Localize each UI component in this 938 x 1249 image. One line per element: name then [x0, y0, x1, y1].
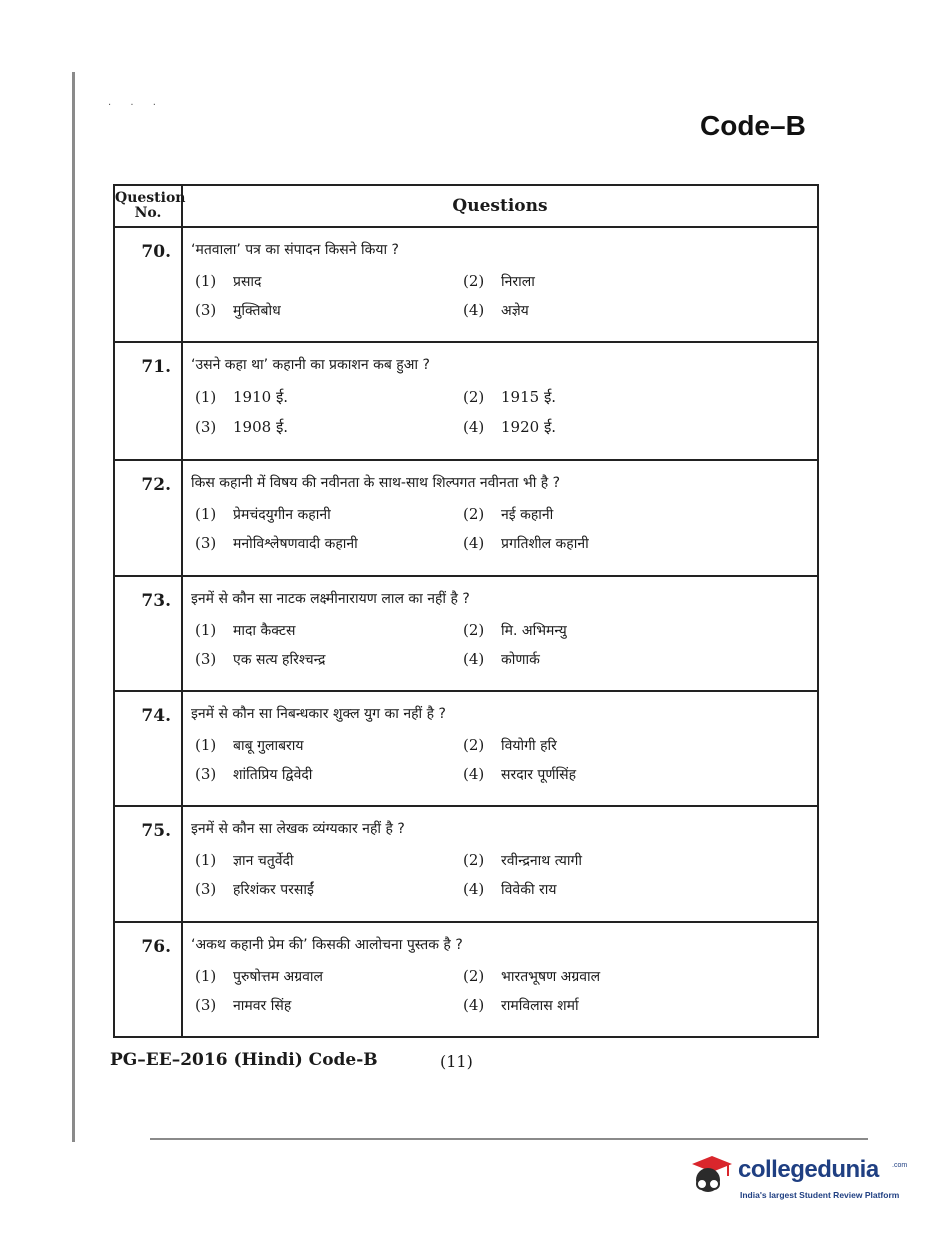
question-text: इनमें से कौन सा निबन्धकार शुक्ल युग का नहीं है ? — [191, 705, 446, 722]
question-text: किस कहानी में विषय की नवीनता के साथ-साथ शिल्पगत नवीनता भी है ? — [191, 475, 561, 492]
options-grid — [191, 387, 817, 437]
question-cell — [182, 576, 818, 691]
question-row — [114, 227, 818, 342]
option: (4) कोणार्क — [463, 649, 540, 668]
question-row — [114, 922, 818, 1037]
footer-paper-code: PG–EE–2016 (Hindi) Code-B — [110, 1050, 378, 1070]
graduate-avatar-icon — [682, 1150, 736, 1204]
option: (3) हरिशंकर परसाईं — [195, 880, 314, 899]
brand-tagline: India's largest Student Review Platform — [740, 1190, 900, 1200]
options-grid — [191, 736, 817, 784]
option: (3) मुक्तिबोध — [195, 301, 281, 319]
paper-code: Code–B — [700, 110, 806, 141]
scan-edge-bottom — [150, 1138, 868, 1140]
question-cell — [182, 460, 818, 575]
option: (2) भारतभूषण अग्रवाल — [463, 966, 601, 985]
option: (3) एक सत्य हरिश्चन्द्र — [195, 649, 326, 668]
page-number: (11) — [440, 1052, 473, 1071]
question-cell — [182, 691, 818, 806]
question-row — [114, 342, 818, 460]
option: (1) पुरुषोत्तम अग्रवाल — [195, 966, 324, 985]
question-row — [114, 576, 818, 691]
option: (2) निराला — [463, 272, 535, 290]
option: (2) रवीन्द्रनाथ त्यागी — [463, 851, 583, 870]
option: (1) बाबू गुलाबराय — [195, 735, 304, 754]
option: (1) मादा कैक्टस — [195, 620, 296, 639]
options-grid — [191, 851, 817, 899]
option: (1) ज्ञान चतुर्वेदी — [195, 851, 294, 870]
option: (1) प्रेमचंदयुगीन कहानी — [195, 505, 331, 524]
question-text: ‘अकथ कहानी प्रेम की’ किसकी आलोचना पुस्तक है ? — [191, 936, 463, 953]
option: (3) शांतिप्रिय द्विवेदी — [195, 764, 313, 783]
question-text: ‘उसने कहा था’ कहानी का प्रकाशन कब हुआ ? — [191, 357, 430, 374]
question-number: 72. — [114, 460, 182, 575]
option: (4) रामविलास शर्मा — [463, 995, 579, 1014]
questions-table — [113, 184, 819, 1038]
question-cell — [182, 922, 818, 1037]
options-grid — [191, 967, 817, 1015]
scan-edge-left — [72, 72, 75, 1142]
option: (4) विवेकी राय — [463, 880, 557, 899]
option: (4) प्रगतिशील कहानी — [463, 534, 589, 553]
question-row — [114, 460, 818, 575]
question-number: 73. — [114, 576, 182, 691]
option: (4) अज्ञेय — [463, 301, 529, 319]
option: (2) वियोगी हरि — [463, 735, 557, 754]
column-header-question-no: Question No. — [114, 185, 182, 227]
option: (2) नई कहानी — [463, 505, 554, 524]
option: (3) मनोविश्लेषणवादी कहानी — [195, 534, 358, 553]
collegedunia-logo[interactable] — [680, 1150, 920, 1210]
question-cell — [182, 227, 818, 342]
question-number: 71. — [114, 342, 182, 460]
column-header-questions: Questions — [182, 185, 818, 227]
scan-noise: · · · — [108, 100, 164, 111]
question-text: इनमें से कौन सा लेखक व्यंग्यकार नहीं है ? — [191, 821, 405, 838]
question-number: 76. — [114, 922, 182, 1037]
option: (1) 1910 ई. — [195, 388, 289, 407]
options-grid — [191, 621, 817, 669]
option: (4) 1920 ई. — [463, 418, 557, 437]
question-row — [114, 691, 818, 806]
brand-name: collegedunia — [738, 1156, 879, 1183]
brand-suffix: .com — [892, 1162, 908, 1169]
question-row — [114, 806, 818, 921]
question-text: इनमें से कौन सा नाटक लक्ष्मीनारायण लाल का नहीं है ? — [191, 590, 470, 607]
question-cell — [182, 806, 818, 921]
question-number: 70. — [114, 227, 182, 342]
option: (2) 1915 ई. — [463, 388, 557, 407]
table-header-row — [114, 185, 818, 227]
option: (4) सरदार पूर्णसिंह — [463, 764, 577, 783]
options-grid — [191, 505, 817, 553]
question-cell — [182, 342, 818, 460]
option: (1) प्रसाद — [195, 272, 262, 290]
question-number: 75. — [114, 806, 182, 921]
option: (3) नामवर सिंह — [195, 995, 292, 1014]
option: (2) मि. अभिमन्यु — [463, 620, 567, 639]
option: (3) 1908 ई. — [195, 418, 289, 437]
question-text: ‘मतवाला’ पत्र का संपादन किसने किया ? — [191, 242, 399, 258]
options-grid — [191, 272, 817, 320]
question-number: 74. — [114, 691, 182, 806]
